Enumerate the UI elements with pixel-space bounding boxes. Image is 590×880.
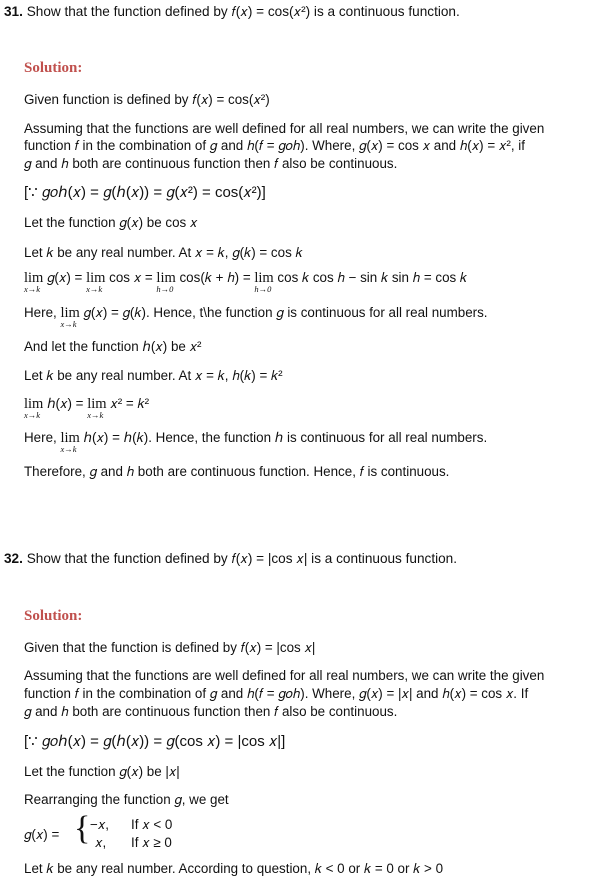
solution-line: Let the function 𝑔(𝑥) be |𝑥| bbox=[24, 764, 180, 779]
case-value: 𝑥, bbox=[95, 835, 107, 850]
question-text: Show that the function defined by 𝑓(𝑥) = cos(𝑥²) is a continuous function. bbox=[26, 4, 460, 19]
solution-line: function 𝑓 in the combination of 𝑔 and ℎ(𝑓 = 𝑔𝑜ℎ). Where, 𝑔(𝑥) = |𝑥| and ℎ(𝑥) = cos 𝑥. If bbox=[24, 686, 529, 701]
limit-operator: lim h→0 bbox=[156, 270, 176, 294]
question-31 bbox=[4, 4, 460, 20]
solution-line: 𝑔 and ℎ both are continuous function then 𝑓 also be continuous. bbox=[24, 156, 398, 171]
limit-operator: lim h→0 bbox=[254, 270, 274, 294]
limit-operator: lim x→k bbox=[24, 270, 44, 294]
solution-line: Here, lim x→k 𝑔(𝑥) = 𝑔(𝑘). Hence, t\he function 𝑔 is continuous for all real numbers. bbox=[24, 305, 488, 329]
solution-line: Rearranging the function 𝑔, we get bbox=[24, 792, 229, 807]
limit-equation: lim x→k ℎ(𝑥) = lim x→k 𝑥² = 𝑘² bbox=[24, 396, 150, 420]
solution-line: Given that the function is defined by 𝑓(𝑥) = |cos 𝑥| bbox=[24, 640, 316, 655]
solution-line: Given function is defined by 𝑓(𝑥) = cos(𝑥²) bbox=[24, 92, 270, 107]
case-condition: If 𝑥 < 0 bbox=[131, 817, 173, 832]
solution-line: 𝑔 and ℎ both are continuous function then 𝑓 also be continuous. bbox=[24, 704, 398, 719]
solution-line: Assuming that the functions are well defined for all real numbers, we can write the given bbox=[24, 668, 545, 683]
limit-operator: lim x→k bbox=[87, 396, 107, 420]
solution-line: [∵ 𝑔𝑜ℎ(𝑥) = 𝑔(ℎ(𝑥)) = 𝑔(𝑥²) = cos(𝑥²)] bbox=[24, 184, 266, 201]
solution-heading: Solution: bbox=[24, 60, 83, 76]
limit-operator: lim x→k bbox=[86, 270, 106, 294]
solution-line: Let 𝑘 be any real number. At 𝑥 = 𝑘, ℎ(𝑘) = 𝑘² bbox=[24, 368, 283, 383]
solution-line: Assuming that the functions are well defined for all real numbers, we can write the given bbox=[24, 121, 545, 136]
solution-line: [∵ 𝑔𝑜ℎ(𝑥) = 𝑔(ℎ(𝑥)) = 𝑔(cos 𝑥) = |cos 𝑥|] bbox=[24, 733, 286, 750]
solution-line: And let the function ℎ(𝑥) be 𝑥² bbox=[24, 339, 202, 354]
limit-operator: lim x→k bbox=[60, 305, 80, 329]
question-32 bbox=[4, 551, 457, 567]
solution-line: Therefore, 𝑔 and ℎ both are continuous function. Hence, 𝑓 is continuous. bbox=[24, 464, 450, 479]
case-condition: If 𝑥 ≥ 0 bbox=[131, 835, 172, 850]
question-number: 32. bbox=[4, 551, 23, 566]
solution-line: function 𝑓 in the combination of 𝑔 and ℎ(𝑓 = 𝑔𝑜ℎ). Where, 𝑔(𝑥) = cos 𝑥 and ℎ(𝑥) = 𝑥², if bbox=[24, 138, 525, 153]
solution-line: Let the function 𝑔(𝑥) be cos 𝑥 bbox=[24, 215, 198, 230]
question-text: Show that the function defined by 𝑓(𝑥) = |cos 𝑥| is a continuous function. bbox=[26, 551, 458, 566]
case-value: −𝑥, bbox=[90, 817, 109, 832]
solution-heading: Solution: bbox=[24, 608, 83, 624]
solution-line: Let 𝑘 be any real number. At 𝑥 = 𝑘, 𝑔(𝑘) = cos 𝑘 bbox=[24, 245, 303, 260]
left-brace: { bbox=[74, 810, 91, 847]
limit-equation: lim x→k 𝑔(𝑥) = lim x→k cos 𝑥 = lim h→0 cos(𝑘 + ℎ) = lim h→0 cos 𝑘 cos ℎ − sin 𝑘 sin ℎ = cos 𝑘 bbox=[24, 270, 468, 294]
solution-line: Here, lim x→k ℎ(𝑥) = ℎ(𝑘). Hence, the function ℎ is continuous for all real numbers. bbox=[24, 430, 488, 454]
question-number: 31. bbox=[4, 4, 23, 19]
solution-line: Let 𝑘 be any real number. According to question, 𝑘 < 0 or 𝑘 = 0 or 𝑘 > 0 bbox=[24, 861, 444, 876]
limit-operator: lim x→k bbox=[60, 430, 80, 454]
piecewise-lhs: 𝑔(𝑥) = bbox=[24, 827, 60, 842]
limit-operator: lim x→k bbox=[24, 396, 44, 420]
